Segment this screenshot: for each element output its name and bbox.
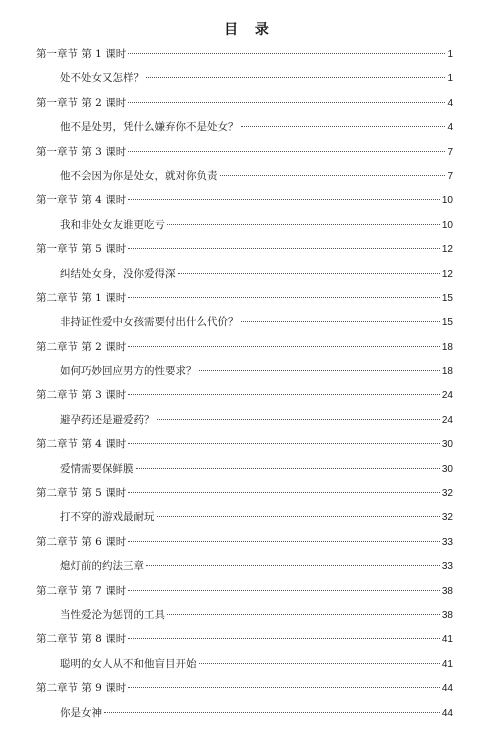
toc-page-number: 41 [441, 634, 453, 646]
toc-entry-label: 第一章节 第 1 课时 [36, 48, 127, 60]
toc-page-number: 33 [441, 536, 453, 548]
toc-dot-leader [146, 565, 440, 566]
toc-page-number: 32 [441, 488, 453, 500]
toc-entry-section[interactable] [36, 339, 453, 363]
toc-dot-leader [146, 77, 445, 78]
toc-dot-leader [241, 126, 446, 127]
toc-entry-label: 爱情需要保鲜膜 [60, 462, 134, 475]
toc-entry-lesson-title[interactable] [36, 607, 453, 631]
toc-page-number: 7 [447, 146, 453, 158]
toc-dot-leader [157, 419, 440, 420]
toc-page-number: 18 [441, 366, 453, 378]
toc-entry-lesson-title[interactable] [36, 412, 453, 436]
toc-page-number: 38 [441, 585, 453, 597]
toc-dot-leader [128, 394, 440, 395]
toc-dot-leader [167, 224, 440, 225]
toc-page-number: 1 [447, 49, 453, 60]
toc-dot-leader [128, 297, 440, 298]
toc-entry-section[interactable] [36, 631, 453, 655]
toc-page-number: 32 [441, 512, 453, 524]
toc-page-number: 18 [441, 341, 453, 353]
toc-entry-label: 你是女神 [60, 706, 102, 719]
toc-entry-section[interactable] [36, 485, 453, 509]
toc-entry-label: 第二章节 第 9 课时 [36, 682, 127, 695]
toc-page-number: 24 [441, 390, 453, 402]
toc-entry-section[interactable] [36, 290, 453, 314]
toc-page-number: 12 [441, 268, 453, 280]
toc-page-number: 7 [447, 170, 453, 182]
toc-entry-label: 第二章节 第 6 课时 [36, 535, 127, 548]
toc-dot-leader [128, 541, 440, 542]
toc-entry-label: 纠结处女身，没你爱得深 [60, 267, 176, 280]
toc-entry-label: 熄灯前的约法三章 [60, 560, 144, 573]
toc-entry-section[interactable] [36, 192, 453, 216]
toc-page-number: 10 [441, 219, 453, 231]
toc-entry-lesson-title[interactable] [36, 461, 453, 485]
toc-dot-leader [157, 516, 440, 517]
toc-entry-lesson-title[interactable] [36, 363, 453, 387]
toc-entry-section[interactable] [36, 46, 453, 70]
toc-page-number: 33 [441, 561, 453, 573]
toc-page-number: 30 [441, 463, 453, 475]
toc-entry-lesson-title[interactable] [36, 266, 453, 290]
toc-page-number: 15 [441, 292, 453, 304]
toc-dot-leader [167, 614, 440, 615]
toc-entry-label: 第一章节 第 4 课时 [36, 194, 127, 207]
toc-page-number: 30 [441, 439, 453, 451]
toc-entry-section[interactable] [36, 144, 453, 168]
toc-entry-label: 打不穿的游戏最耐玩 [60, 511, 155, 524]
toc-entry-label: 我和非处女友谁更吃亏 [60, 218, 165, 231]
toc-dot-leader [128, 443, 440, 444]
toc-entry-label: 当性爱沦为惩罚的工具 [60, 608, 165, 621]
toc-entry-label: 第一章节 第 2 课时 [36, 96, 127, 109]
toc-entry-lesson-title[interactable] [36, 217, 453, 241]
toc-entry-lesson-title[interactable] [36, 509, 453, 533]
toc-entry-section[interactable] [36, 534, 453, 558]
toc-dot-leader [128, 638, 440, 639]
toc-entry-lesson-title[interactable] [36, 168, 453, 192]
toc-entry-label: 第一章节 第 3 课时 [36, 145, 127, 158]
toc-page-number: 4 [447, 97, 453, 109]
toc-dot-leader [136, 468, 440, 469]
toc-page-number: 15 [441, 317, 453, 329]
toc-dot-leader [128, 492, 440, 493]
toc-dot-leader [128, 346, 440, 347]
toc-dot-leader [128, 102, 445, 103]
toc-dot-leader [199, 370, 440, 371]
toc-page-number: 12 [441, 244, 453, 256]
toc-dot-leader [128, 248, 440, 249]
toc-entry-label: 第二章节 第 1 课时 [36, 291, 127, 304]
toc-page-number: 44 [441, 683, 453, 695]
toc-page-number: 4 [447, 122, 453, 134]
toc-page-number: 10 [441, 195, 453, 207]
toc-entry-section[interactable] [36, 95, 453, 119]
toc-page-number: 1 [447, 73, 453, 85]
toc-page-number: 41 [441, 658, 453, 670]
toc-entry-section[interactable] [36, 241, 453, 265]
toc-entry-label: 第一章节 第 5 课时 [36, 243, 127, 256]
toc-dot-leader [220, 175, 446, 176]
toc-entry-label: 第二章节 第 4 课时 [36, 438, 127, 451]
toc-entry-label: 避孕药还是避爱药？ [60, 413, 155, 426]
toc-dot-leader [128, 687, 440, 688]
toc-entry-lesson-title[interactable] [36, 119, 453, 143]
toc-entry-label: 处不处女又怎样？ [60, 72, 144, 85]
toc-entry-lesson-title[interactable] [36, 314, 453, 338]
toc-dot-leader [104, 712, 440, 713]
toc-entry-section[interactable] [36, 387, 453, 411]
toc-dot-leader [128, 53, 445, 54]
toc-entry-label: 第二章节 第 8 课时 [36, 633, 127, 646]
toc-entry-lesson-title[interactable] [36, 656, 453, 680]
toc-entry-label: 他不会因为你是处女，就对你负责 [60, 169, 218, 182]
toc-entry-lesson-title[interactable] [36, 70, 453, 94]
toc-entry-label: 第二章节 第 7 课时 [36, 584, 127, 597]
toc-entry-label: 第二章节 第 5 课时 [36, 487, 127, 500]
toc-title: 目 录 [224, 22, 275, 38]
toc-list [36, 46, 453, 729]
toc-dot-leader [241, 321, 440, 322]
toc-entry-lesson-title[interactable] [36, 705, 453, 729]
toc-entry-label: 第二章节 第 3 课时 [36, 389, 127, 402]
toc-entry-lesson-title[interactable] [36, 558, 453, 582]
toc-page-number: 24 [441, 414, 453, 426]
toc-entry-label: 非持证性爱中女孩需要付出什么代价？ [60, 316, 239, 329]
toc-dot-leader [128, 199, 440, 200]
toc-entry-label: 他不是处男，凭什么嫌弃你不是处女？ [60, 121, 239, 134]
toc-page-number: 38 [441, 609, 453, 621]
toc-entry-label: 如何巧妙回应男方的性要求？ [60, 365, 197, 378]
toc-dot-leader [128, 151, 445, 152]
toc-dot-leader [128, 590, 440, 591]
toc-dot-leader [199, 663, 440, 664]
toc-page-number: 44 [441, 707, 453, 719]
toc-entry-label: 聪明的女人从不和他盲目开始 [60, 657, 197, 670]
toc-entry-section[interactable] [36, 436, 453, 460]
toc-dot-leader [178, 273, 440, 274]
toc-entry-section[interactable] [36, 583, 453, 607]
toc-entry-label: 第二章节 第 2 课时 [36, 340, 127, 353]
toc-entry-section[interactable] [36, 680, 453, 704]
